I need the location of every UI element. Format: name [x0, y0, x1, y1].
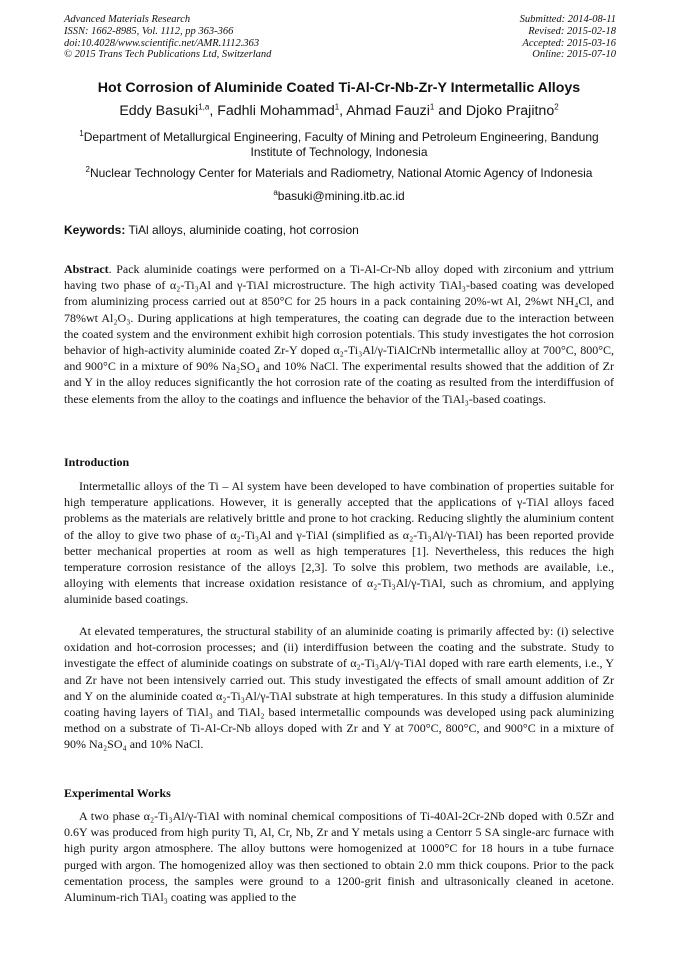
- keywords-text: TiAl alloys, aluminide coating, hot corrosion: [128, 223, 359, 237]
- author-separator: ,: [339, 103, 347, 119]
- journal-name: Advanced Materials Research: [64, 14, 191, 25]
- keywords: [64, 223, 359, 237]
- author-affil-sup: 1,a: [198, 102, 210, 112]
- keywords-label: Keywords:: [64, 223, 126, 237]
- author-name: Ahmad Fauzi: [346, 103, 430, 119]
- affiliation-text: Nuclear Technology Center for Materials and Radiometry, National Atomic Agency of Indonesia: [89, 166, 593, 180]
- author-affil-sup: 2: [554, 102, 559, 112]
- author-affil-sup: 1: [334, 102, 340, 112]
- affiliation-sup: 1: [79, 129, 84, 138]
- affiliation-1: [64, 130, 614, 160]
- section-heading-introduction: Introduction: [64, 455, 130, 469]
- journal-info: [64, 14, 271, 61]
- author-list: [0, 103, 678, 119]
- email-address[interactable]: basuki@mining.itb.ac.id: [277, 189, 405, 203]
- affiliation-sup: 2: [85, 165, 90, 174]
- affiliation-2: [64, 166, 614, 181]
- journal-copyright: © 2015 Trans Tech Publications Ltd, Switzerland: [64, 49, 272, 61]
- author-name: Djoko Prajitno: [465, 103, 555, 119]
- date-revised: Revised: 2015-02-18: [528, 25, 616, 37]
- author-name: Fadhli Mohammad: [217, 103, 335, 119]
- author-affil-sup: 1: [429, 102, 435, 112]
- affiliation-email: [64, 189, 614, 204]
- introduction-paragraph-1: Intermetallic alloys of the Ti – Al system have been developed to have combination of properties suitable for high temperature applications. However, it is generally accepted that the applications of γ-TiAl alloys faced problems as the materials are relatively brittle and prone to hot cracking. Reducing slightly the aluminium content of the alloy to give two phase of α₂-Ti₃Al and γ-TiAl (simplified as α₂-Ti₃Al/γ-TiAl) has been reported provide better mechanical properties at room as well as high temperatures [1]. Nevertheless, this reduces the high temperature corrosion resistance of the alloys [2,3]. To solve this problem, two methods are available, i.e., alloying with elements that increase oxidation resistance of α₂-Ti₃Al/γ-TiAl, such as chromium, and applying aluminide based coatings.: [64, 479, 614, 607]
- abstract-text: . Pack aluminide coatings were performed on a Ti-Al-Cr-Nb alloy doped with zirconium and yttrium having two phase of α₂-Ti₃Al and γ-TiAl microstructure. The high activity TiAl₃-based coating was developed from aluminizing process carried out at 850°C for 25 hours in a pack containing 20%-wt Al, 2%wt NH₄Cl, and 78%wt Al₂O₃. During applications at high temperatures, the coating can degrade due to the interaction between the coated system and the environment exhibit high corrosion potentials. This study investigates the hot corrosion behavior of high-activity aluminide coated Zr-Y doped α₂-Ti₃Al/γ-TiAlCrNb intermetallic alloy at 700°C, 800°C, and 900°C in a mixture of 90% Na₂SO₄ and 10% NaCl. The experimental results showed that the addition of Zr and Y in the alloy reduces significantly the hot corrosion rate of the coating as resulted from the interdiffusion of these elements from the alloy to the coatings and influence the behavior of the TiAl₃-based coatings.: [64, 262, 614, 406]
- section-heading-experimental-works: Experimental Works: [64, 786, 171, 800]
- author-separator: and: [434, 103, 466, 119]
- date-online: Online: 2015-07-10: [532, 49, 616, 61]
- introduction-paragraph-2: At elevated temperatures, the structural stability of an aluminide coating is primarily affected by: (i) selective oxidation and hot-corrosion processes; and (ii) interdiffusion between the coating and the substrate. Study to investigate the effect of aluminide coatings on substrate of α₂-Ti₃Al/γ-TiAl doped with rare earth elements, i.e., Y and Zr have not been intensively carried out. This study investigated the effects of small amount addition of Zr and Y on the aluminide coated α₂-Ti₃Al/γ-TiAl substrate at high temperatures. In this study a diffusion aluminide coating having layers of TiAl₃ and TiAl₂ based intermetallic compounds was developed using pack aluminizing method on a substrate of Ti-Al-Cr-Nb alloys doped with Zr and Y at 700°C, 800°C, and 900°C in a mixture of 90% Na₂SO₄ and 10% NaCl.: [64, 624, 614, 752]
- publication-dates: [520, 14, 616, 61]
- experimental-paragraph-1: A two phase α₂-Ti₃Al/γ-TiAl with nominal chemical compositions of Ti-40Al-2Cr-2Nb doped with 0.5Zr and 0.6Y was produced from high purity Ti, Al, Cr, Nb, Zr and Y metals using a Centorr 5 SA single-arc furnace with high purity argon atmosphere. The alloy buttons were homogenized at 1000°C for 18 hours in a tube furnace purged with argon. The homogenized alloy was then sectioned to obtain 2.0 mm thick coupons. Prior to the pack cementation process, the samples were ground to a 1200-grit finish and ultrasonically cleaned in acetone. Aluminum-rich TiAl₃ coating was applied to the: [64, 809, 614, 905]
- abstract: [64, 261, 614, 407]
- journal-issn: ISSN: 1662-8985, Vol. 1112, pp 363-366: [64, 25, 234, 37]
- affiliation-text: Department of Metallurgical Engineering, Faculty of Mining and Petroleum Engineering, Bandung Institute of Technology, Indonesia: [83, 130, 599, 159]
- email-sup: a: [273, 188, 278, 197]
- date-accepted: Accepted: 2015-03-16: [522, 37, 616, 49]
- author-name: Eddy Basuki: [119, 103, 199, 119]
- journal-doi: doi:10.4028/www.scientific.net/AMR.1112.363: [64, 37, 260, 49]
- abstract-label: Abstract: [64, 262, 109, 276]
- paper-title: Hot Corrosion of Aluminide Coated Ti-Al-Cr-Nb-Zr-Y Intermetallic Alloys: [97, 80, 581, 96]
- date-submitted: Submitted: 2014-08-11: [519, 14, 616, 25]
- author-separator: ,: [209, 103, 218, 119]
